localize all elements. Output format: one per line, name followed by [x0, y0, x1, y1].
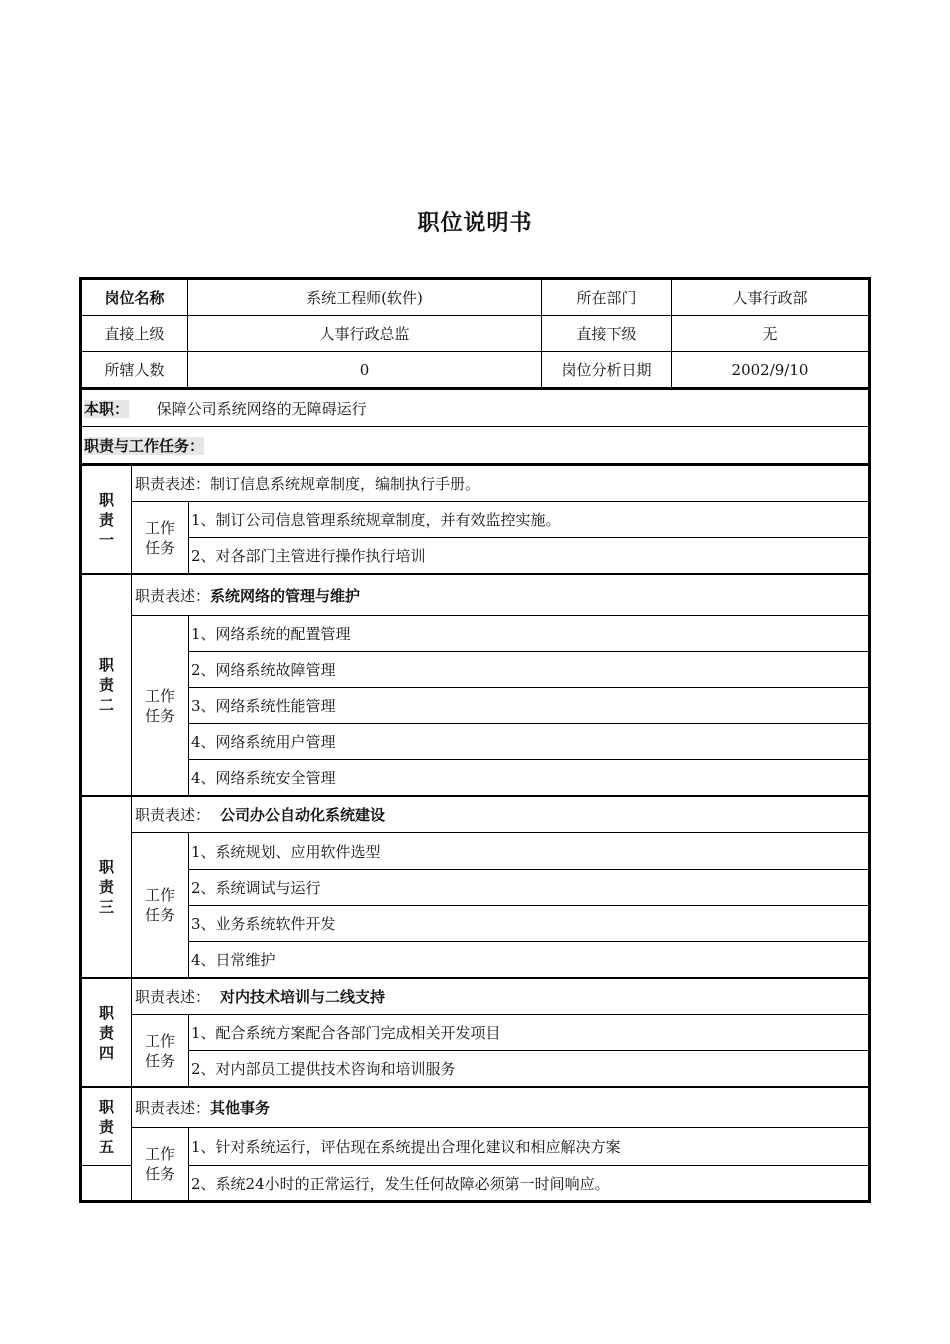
- position-name-value: 系统工程师(软件): [188, 280, 542, 316]
- duty-2-task-3: 3、网络系统性能管理: [189, 688, 869, 724]
- duty-2-work-label: 工作 任务: [132, 616, 189, 797]
- role-cell: [82, 389, 869, 427]
- duty-1-task-1: 1、制订公司信息管理系统规章制度，并有效监控实施。: [189, 502, 869, 538]
- duty-3-task-row: [82, 906, 869, 942]
- duty-3-work-label: 工作 任务: [132, 833, 189, 979]
- superior-value: 人事行政总监: [188, 316, 542, 352]
- role-label: 本职：: [84, 399, 130, 418]
- duty-4-work-label: 工作 任务: [132, 1015, 189, 1088]
- duty-5-description: 职责表述：其他事务: [132, 1087, 869, 1128]
- duty-5-desc-row: [82, 1087, 869, 1128]
- info-row-position: [82, 280, 869, 316]
- duty-3-task-row: [82, 942, 869, 979]
- duty-5-head-filler: [82, 1166, 132, 1201]
- duty-3-task-1: 1、系统规划、应用软件选型: [189, 833, 869, 870]
- duty-3-task-row: [82, 870, 869, 906]
- duty-3-desc-row: [82, 796, 869, 833]
- job-description-table: [79, 277, 871, 1203]
- duty-1-description: 职责表述：制订信息系统规章制度，编制执行手册。: [132, 465, 869, 502]
- duty-4-task-row: [82, 1051, 869, 1088]
- duty-2-task-2: 2、网络系统故障管理: [189, 652, 869, 688]
- headcount-value: 0: [188, 352, 542, 388]
- duty-3-head: 职 责 三: [82, 796, 132, 978]
- department-value: 人事行政部: [672, 280, 869, 316]
- superior-label: 直接上级: [82, 316, 188, 352]
- duty-2-task-row: [82, 760, 869, 797]
- duty-3-task-2: 2、系统调试与运行: [189, 870, 869, 906]
- duty-4-desc-row: [82, 978, 869, 1015]
- duty-1-head: 职 责 一: [82, 465, 132, 574]
- duty-1-desc-row: [82, 465, 869, 502]
- duty-1-task-2: 2、对各部门主管进行操作执行培训: [189, 538, 869, 575]
- info-row-headcount: [82, 352, 869, 388]
- duty-5-work-label: 工作 任务: [132, 1128, 189, 1201]
- duty-3-description-text: 公司办公自动化系统建设: [220, 806, 386, 824]
- duties-table: [81, 464, 869, 1201]
- department-label: 所在部门: [542, 280, 672, 316]
- role-text: 保障公司系统网络的无障碍运行: [156, 399, 367, 418]
- duty-2-description: 职责表述：系统网络的管理与维护: [132, 574, 869, 616]
- duty-5-head: 职 责 五: [82, 1087, 132, 1166]
- duty-3-task-row: [82, 833, 869, 870]
- duty-4-description: 职责表述： 对内技术培训与二线支持: [132, 978, 869, 1015]
- duty-2-task-row: [82, 652, 869, 688]
- duty-1-task-row: [82, 538, 869, 575]
- duty-2-task-row: [82, 688, 869, 724]
- duty-5-description-text: 其他事务: [210, 1099, 271, 1117]
- duty-3-description: 职责表述： 公司办公自动化系统建设: [132, 796, 869, 833]
- duties-heading-row: [82, 427, 869, 464]
- duty-2-head: 职 责 二: [82, 574, 132, 796]
- duty-2-task-row: [82, 724, 869, 760]
- duty-4-description-text: 对内技术培训与二线支持: [220, 988, 386, 1006]
- duty-1-task-row: [82, 502, 869, 538]
- duties-heading-cell: [82, 427, 869, 464]
- duty-4-head: 职 责 四: [82, 978, 132, 1087]
- page-title: 职位说明书: [417, 211, 533, 236]
- duty-5-task-1: 1、针对系统运行，评估现在系统提出合理化建议和相应解决方案: [189, 1128, 869, 1166]
- duty-2-task-4: 4、网络系统用户管理: [189, 724, 869, 760]
- duty-1-description-text: 制订信息系统规章制度，编制执行手册。: [210, 475, 481, 493]
- duty-4-task-1: 1、配合系统方案配合各部门完成相关开发项目: [189, 1015, 869, 1051]
- role-table: [81, 388, 869, 464]
- analysis-date-value: 2002/9/10: [672, 352, 869, 388]
- position-name-label: 岗位名称: [82, 280, 188, 316]
- duty-2-task-row: [82, 616, 869, 652]
- subordinate-label: 直接下级: [542, 316, 672, 352]
- duty-2-description-text: 系统网络的管理与维护: [210, 586, 361, 605]
- role-row: [82, 389, 869, 427]
- duty-4-task-2: 2、对内部员工提供技术咨询和培训服务: [189, 1051, 869, 1088]
- info-table: [81, 279, 869, 388]
- info-row-superior: [82, 316, 869, 352]
- duty-2-desc-row: [82, 574, 869, 616]
- duty-5-task-2: 2、系统24小时的正常运行，发生任何故障必须第一时间响应。: [189, 1166, 869, 1201]
- duty-1-work-label: 工作 任务: [132, 502, 189, 575]
- duty-2-task-5: 4、网络系统安全管理: [189, 760, 869, 797]
- headcount-label: 所辖人数: [82, 352, 188, 388]
- analysis-date-label: 岗位分析日期: [542, 352, 672, 388]
- duty-2-task-1: 1、网络系统的配置管理: [189, 616, 869, 652]
- duty-3-task-4: 4、日常维护: [189, 942, 869, 979]
- duty-3-task-3: 3、业务系统软件开发: [189, 906, 869, 942]
- duties-heading: 职责与工作任务：: [84, 436, 205, 455]
- subordinate-value: 无: [672, 316, 869, 352]
- duty-5-task-row: [82, 1166, 869, 1201]
- duty-4-task-row: [82, 1015, 869, 1051]
- duty-5-task-row: [82, 1128, 869, 1166]
